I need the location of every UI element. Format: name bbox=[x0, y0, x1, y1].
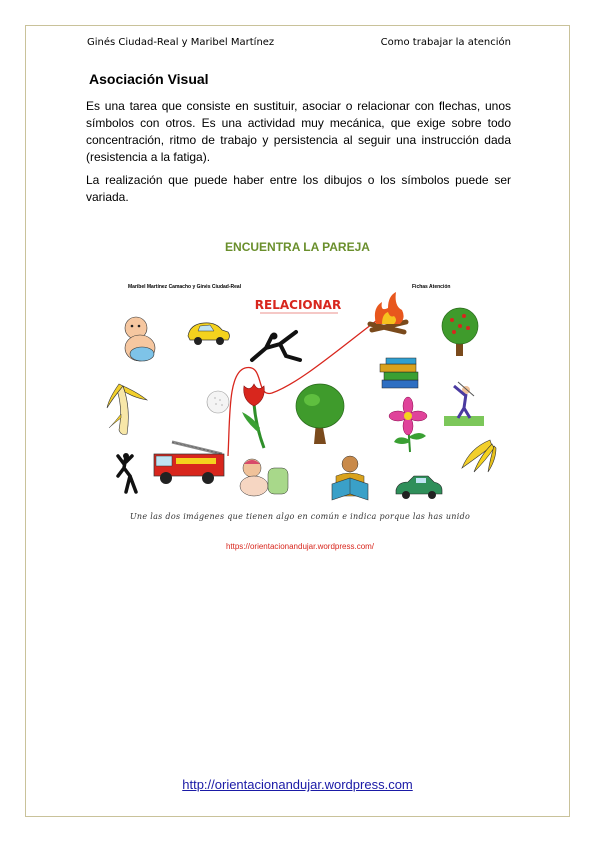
baby-doll-picture bbox=[240, 459, 288, 496]
dancer-picture bbox=[252, 332, 300, 360]
books-picture bbox=[380, 358, 418, 388]
golfer-picture bbox=[444, 382, 484, 426]
header-book-title: Como trabajar la atención bbox=[380, 37, 511, 48]
paragraph-variation: La realización que puede haber entre los dibujos o los símbolos puede ser variada. bbox=[86, 173, 511, 204]
tree-picture bbox=[296, 384, 344, 444]
green-car-picture bbox=[396, 476, 442, 499]
header-authors: Ginés Ciudad-Real y Maribel Martínez bbox=[87, 37, 275, 48]
paragraph-description: Es una tarea que consiste en sustituir, asociar o relacionar con flechas, unos símbolos con otros. Es una actividad muy mecánica, que exige sobre todo concentración, ritmo de trabajo y persistencia al seguir una instrucción dada (resistencia a la fatiga). bbox=[86, 99, 511, 164]
connecting-line bbox=[228, 318, 380, 456]
golf-ball-picture bbox=[207, 391, 229, 413]
worksheet-image bbox=[100, 278, 500, 553]
car-picture bbox=[188, 323, 230, 345]
baby-picture bbox=[125, 317, 155, 361]
worksheet-url: https://orientacionandujar.wordpress.com/ bbox=[225, 542, 375, 551]
relacionar-heading: RELACIONAR bbox=[254, 298, 342, 312]
footer-link[interactable]: http://orientacionandujar.wordpress.com bbox=[182, 777, 413, 792]
activity-title: ENCUENTRA LA PAREJA bbox=[225, 240, 370, 254]
apple-tree-picture bbox=[442, 308, 478, 356]
bananas-picture bbox=[462, 440, 496, 472]
worksheet-series-label: Fichas Atención bbox=[412, 284, 451, 290]
flower-picture bbox=[389, 397, 427, 452]
banana-picture bbox=[107, 384, 147, 435]
dancer-silhouette-picture bbox=[118, 453, 136, 492]
section-title: Asociación Visual bbox=[89, 71, 209, 87]
worksheet-instruction: Une las dos imágenes que tienen algo en común e indica porque las has unido bbox=[129, 512, 471, 521]
worksheet-author-line: Maribel Martínez Camacho y Ginés Ciudad-Real bbox=[128, 284, 242, 290]
fire-truck-picture bbox=[154, 442, 224, 484]
campfire-picture bbox=[370, 292, 406, 332]
tulip-picture bbox=[242, 384, 264, 448]
child-reading-picture bbox=[332, 456, 368, 500]
